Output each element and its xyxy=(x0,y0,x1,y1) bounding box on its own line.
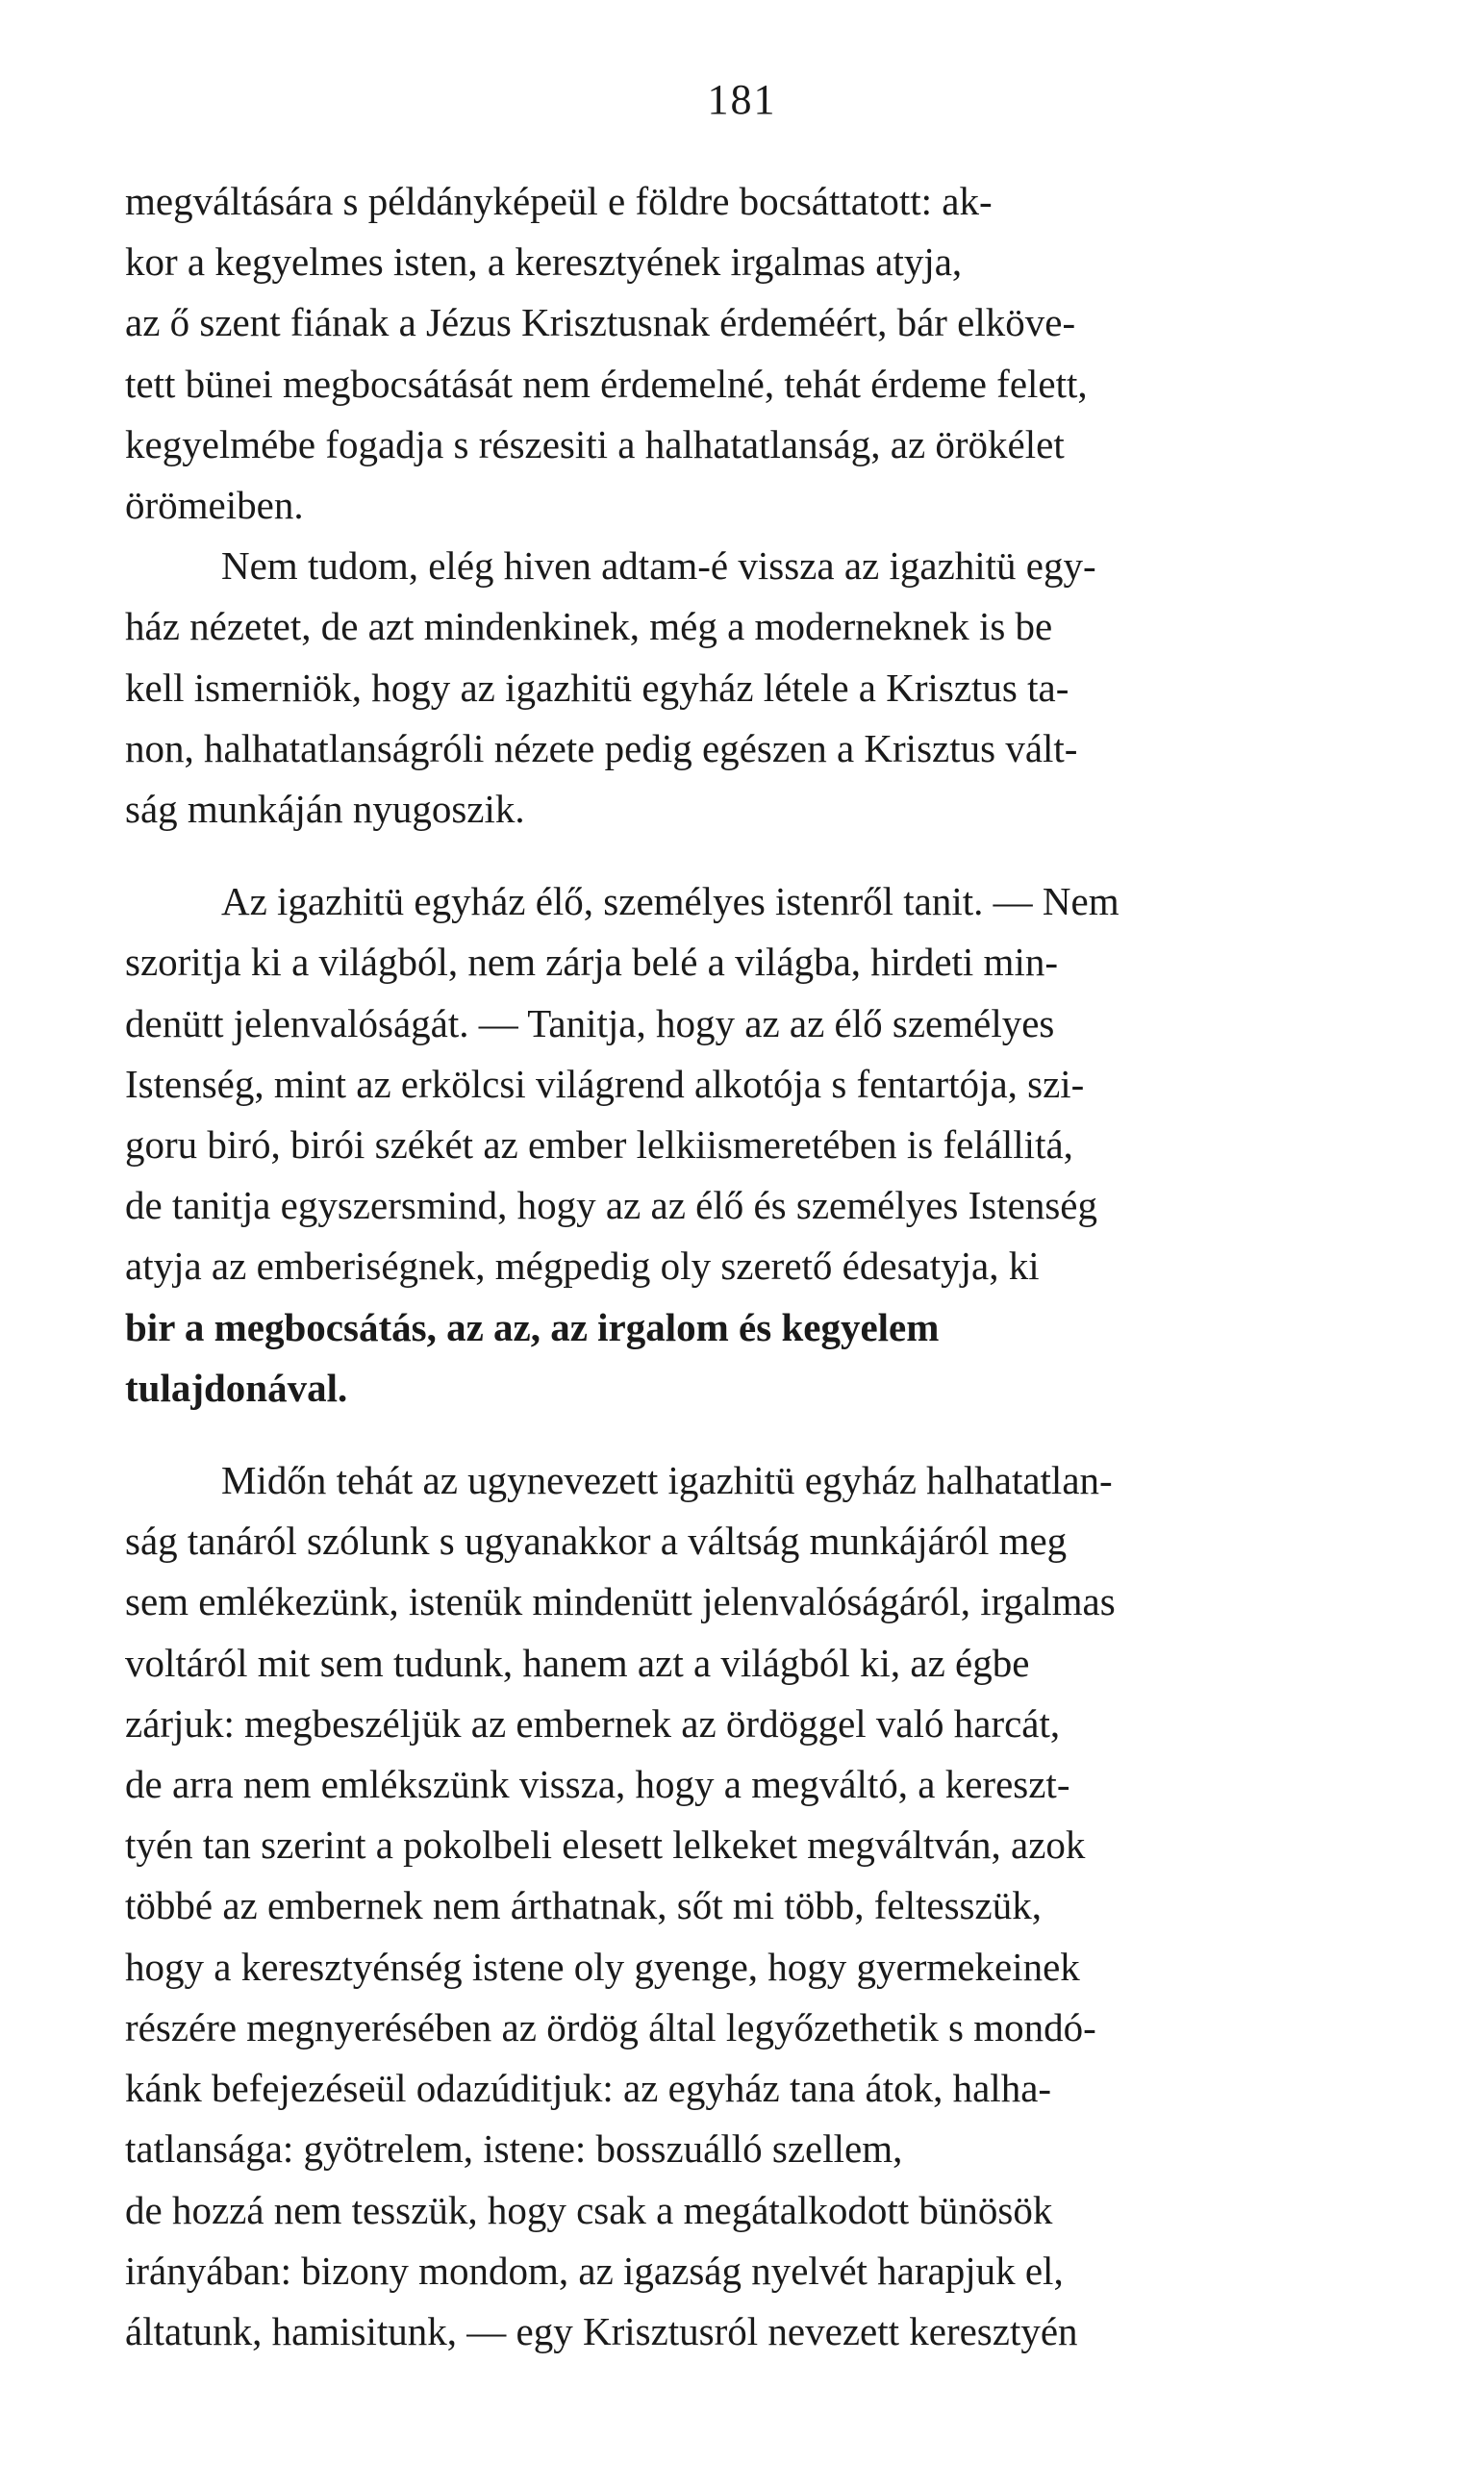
text-line: tett bünei megbocsátását nem érdemelné, tehát érdeme felett, xyxy=(125,361,1088,406)
text-line: kánk befejezéseül odazúditjuk: az egyház tana átok, halha- xyxy=(125,2066,1052,2111)
text-line: non, halhatatlanságróli nézete pedig egészen a Krisztus vált- xyxy=(125,725,1078,770)
text-line: Az igazhitü egyház élő, személyes istenről tanit. — Nem xyxy=(221,879,1119,924)
text-line: kell ismerniök, hogy az igazhitü egyház létele a Krisztus ta- xyxy=(125,665,1069,710)
text-line: Midőn tehát az ugynevezett igazhitü egyház halhatatlan- xyxy=(221,1458,1113,1503)
text-line: ház nézetet, de azt mindenkinek, még a moderneknek is be xyxy=(125,604,1053,649)
paragraph-3 xyxy=(125,871,1359,1419)
text-line: bir a megbocsátás, az az, az irgalom és kegyelem xyxy=(125,1304,940,1349)
paragraph-4 xyxy=(125,1450,1359,2362)
text-line: de tanitja egyszersmind, hogy az az élő és személyes Istenség xyxy=(125,1183,1097,1228)
text-line: de hozzá nem tesszük, hogy csak a megátalkodott bünösök xyxy=(125,2187,1053,2232)
text-line: goru biró, birói székét az ember lelkiismeretében is felállitá, xyxy=(125,1122,1073,1168)
text-line: sem emlékezünk, istenük mindenütt jelenvalóságáról, irgalmas xyxy=(125,1579,1116,1624)
text-line: hogy a keresztyénség istene oly gyenge, hogy gyermekeinek xyxy=(125,1944,1080,1989)
text-line: örömeiben. xyxy=(125,483,304,528)
text-line: Istenség, mint az erkölcsi világrend alkotója s fentartója, szi- xyxy=(125,1061,1085,1106)
text-line: tatlansága: gyötrelem, istene: bosszuálló szellem, xyxy=(125,2126,903,2172)
text-line: szoritja ki a világból, nem zárja belé a világba, hirdeti min- xyxy=(125,940,1058,985)
text-line: ság tanáról szólunk s ugyanakkor a váltság munkájáról meg xyxy=(125,1519,1068,1564)
paragraph-2 xyxy=(125,536,1359,840)
text-line: az ő szent fiának a Jézus Krisztusnak érdeméért, bár elköve- xyxy=(125,300,1076,345)
text-line: atyja az emberiségnek, mégpedig oly szerető édesatyja, ki xyxy=(125,1244,1040,1289)
text-line: áltatunk, hamisitunk, — egy Krisztusról nevezett keresztyén xyxy=(125,2308,1078,2353)
body-text xyxy=(125,171,1359,2362)
page-number: 181 xyxy=(707,76,777,123)
text-line: de arra nem emlékszünk vissza, hogy a megváltó, a kereszt- xyxy=(125,1762,1070,1807)
text-line: részére megnyerésében az ördög által legyőzethetik s mondó- xyxy=(125,2004,1096,2049)
text-line: többé az embernek nem árthatnak, sőt mi több, feltesszük, xyxy=(125,1883,1042,1928)
text-line: tyén tan szerint a pokolbeli elesett lelkeket megváltván, azok xyxy=(125,1823,1086,1868)
text-line: ság munkáján nyugoszik. xyxy=(125,787,525,832)
paragraph-1 xyxy=(125,171,1359,536)
text-line: zárjuk: megbeszéljük az embernek az ördöggel való harcát, xyxy=(125,1700,1061,1746)
text-line: kegyelmébe fogadja s részesiti a halhatatlanság, az örökélet xyxy=(125,421,1065,466)
text-line: denütt jelenvalóságát. — Tanitja, hogy az az élő személyes xyxy=(125,1000,1055,1045)
text-line: irányában: bizony mondom, az igazság nyelvét harapjuk el, xyxy=(125,2248,1064,2293)
text-line: Nem tudom, elég hiven adtam-é vissza az igazhitü egy- xyxy=(221,543,1096,589)
text-line: megváltására s példányképeül e földre bocsáttatott: ak- xyxy=(125,179,993,223)
text-line: voltáról mit sem tudunk, hanem azt a világból ki, az égbe xyxy=(125,1640,1030,1685)
text-line: tulajdonával. xyxy=(125,1365,348,1410)
text-line: kor a kegyelmes isten, a keresztyének irgalmas atyja, xyxy=(125,239,963,285)
